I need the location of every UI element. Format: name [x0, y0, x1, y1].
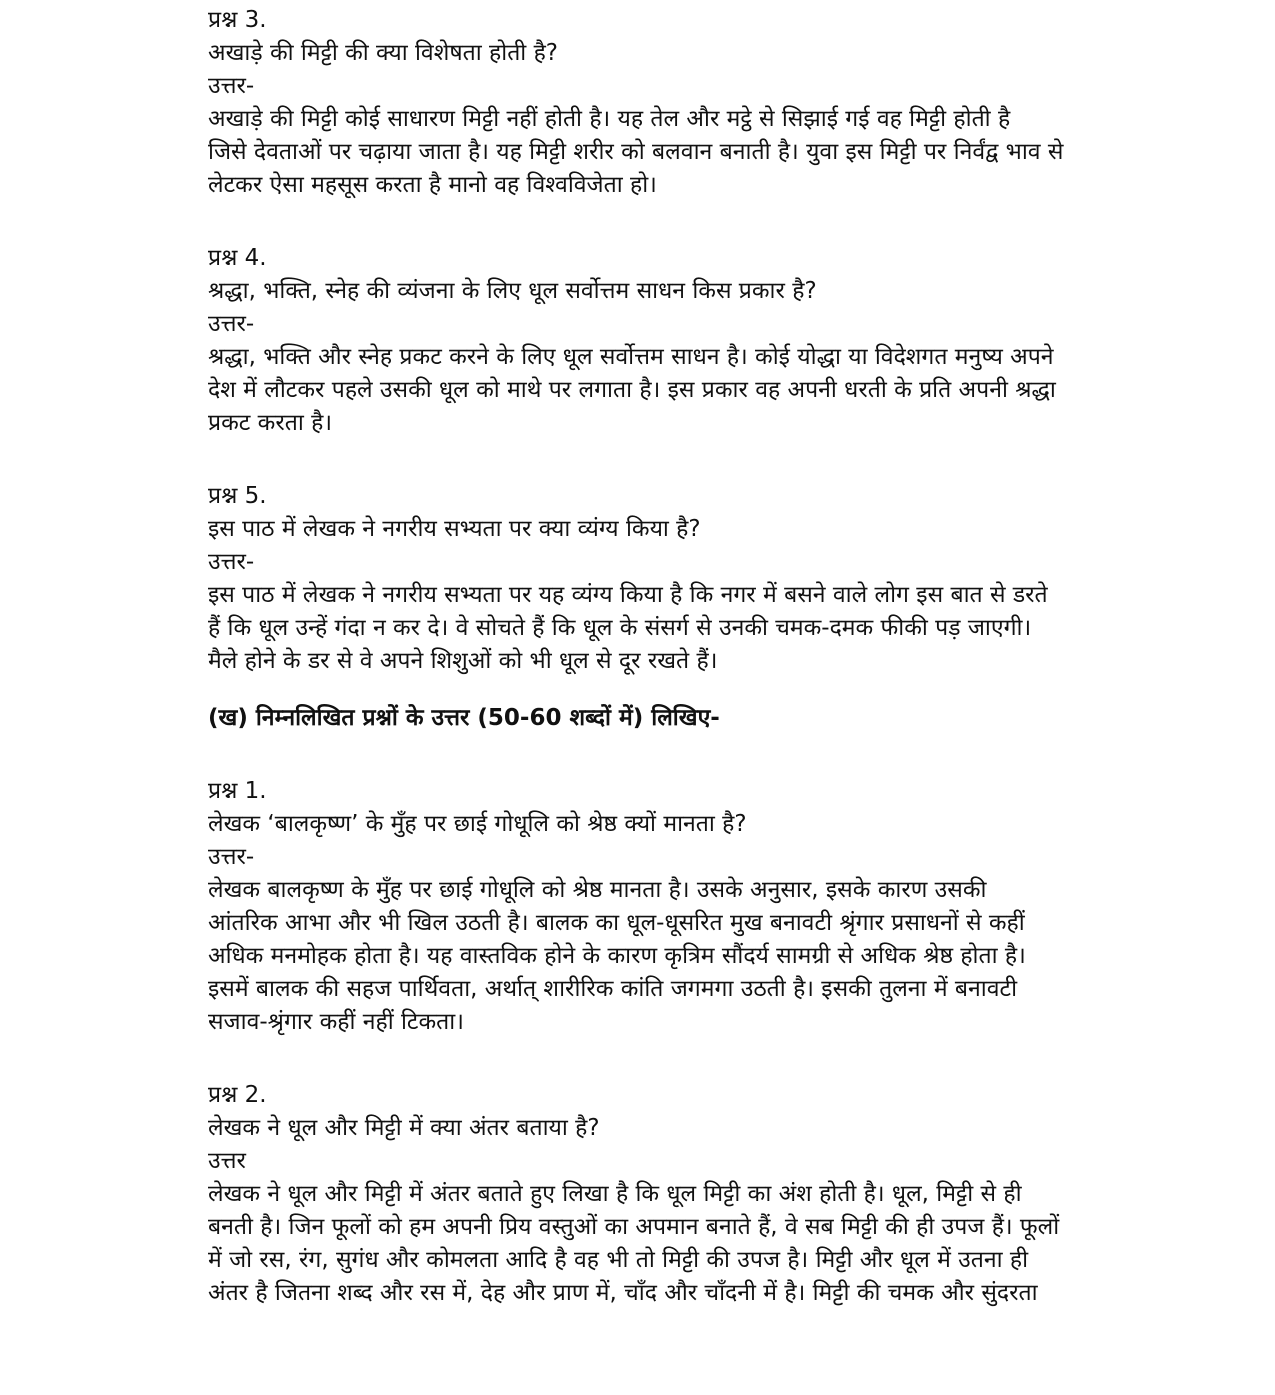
answer-line: प्रकट करता है। — [208, 410, 333, 436]
answer-text — [208, 103, 1198, 202]
answer-line: आंतरिक आभा और भी खिल उठती है। बालक का धूल-धूसरित मुख बनावटी श्रृंगार प्रसाधनों से कहीं — [208, 910, 1025, 936]
answer-line: अधिक मनमोहक होता है। यह वास्तविक होने के कारण कृत्रिम सौंदर्य सामग्री से अधिक श्रेष्ठ होता है। — [208, 943, 1026, 969]
question-number: प्रश्न 2. — [208, 1082, 267, 1108]
spacer — [208, 440, 1198, 480]
spacer — [208, 678, 1198, 702]
question-text: श्रद्धा, भक्ति, स्नेह की व्यंजना के लिए धूल सर्वोत्तम साधन किस प्रकार है? — [208, 278, 817, 304]
answer-line: लेखक बालकृष्ण के मुँह पर छाई गोधूलि को श्रेष्ठ मानता है। उसके अनुसार, इसके कारण उसकी — [208, 877, 987, 903]
question-text: लेखक ने धूल और मिट्टी में क्या अंतर बताया है? — [208, 1115, 600, 1141]
answer-line: अखाड़े की मिट्टी कोई साधारण मिट्टी नहीं होती है। यह तेल और मट्ठे से सिझाई गई वह मिट्टी होती है — [208, 106, 1011, 132]
answer-line: मैले होने के डर से वे अपने शिशुओं को भी धूल से दूर रखते हैं। — [208, 648, 718, 674]
answer-line: में जो रस, रंग, सुगंध और कोमलता आदि है वह भी तो मिट्टी की उपज है। मिट्टी और धूल में उतना ही — [208, 1247, 1029, 1273]
qa-block-q3 — [208, 4, 1198, 202]
answer-line: श्रद्धा, भक्ति और स्नेह प्रकट करने के लिए धूल सर्वोत्तम साधन है। कोई योद्धा या विदेशगत मनुष्य अपने — [208, 344, 1054, 370]
answer-line: सजाव-श्रृंगार कहीं नहीं टिकता। — [208, 1009, 464, 1035]
question-number: प्रश्न 5. — [208, 483, 267, 509]
qa-block-part2-q1 — [208, 775, 1198, 1039]
question-text: इस पाठ में लेखक ने नगरीय सभ्यता पर क्या व्यंग्य किया है? — [208, 516, 701, 542]
answer-line: लेटकर ऐसा महसूस करता है मानो वह विश्वविजेता हो। — [208, 172, 657, 198]
answer-label: उत्तर- — [208, 844, 255, 870]
qa-block-q4 — [208, 242, 1198, 440]
question-text: अखाड़े की मिट्टी की क्या विशेषता होती है? — [208, 40, 558, 66]
qa-block-part2-q2 — [208, 1079, 1198, 1310]
answer-label: उत्तर- — [208, 549, 255, 575]
answer-line: इसमें बालक की सहज पार्थिवता, अर्थात् शारीरिक कांति जगमगा उठती है। इसकी तुलना में बनावटी — [208, 976, 1018, 1002]
answer-line: देश में लौटकर पहले उसकी धूल को माथे पर लगाता है। इस प्रकार वह अपनी धरती के प्रति अपनी श्रद्धा — [208, 377, 1056, 403]
question-number: प्रश्न 4. — [208, 245, 267, 271]
answer-label: उत्तर — [208, 1148, 246, 1174]
question-number: प्रश्न 1. — [208, 778, 267, 804]
answer-line: लेखक ने धूल और मिट्टी में अंतर बताते हुए लिखा है कि धूल मिट्टी का अंश होती है। धूल, मिट्टी से ही — [208, 1181, 1022, 1207]
qa-block-q5 — [208, 480, 1198, 678]
answer-line: इस पाठ में लेखक ने नगरीय सभ्यता पर यह व्यंग्य किया है कि नगर में बसने वाले लोग इस बात से डरते — [208, 582, 1048, 608]
answer-line: जिसे देवताओं पर चढ़ाया जाता है। यह मिट्टी शरीर को बलवान बनाती है। युवा इस मिट्टी पर निर्वंद्व भाव से — [208, 139, 1064, 165]
answer-text — [208, 341, 1198, 440]
answer-label: उत्तर- — [208, 311, 255, 337]
answer-line: अंतर है जितना शब्द और रस में, देह और प्राण में, चाँद और चाँदनी में है। मिट्टी की चमक और सुंदरता — [208, 1280, 1038, 1306]
answer-label: उत्तर- — [208, 73, 255, 99]
answer-line: बनती है। जिन फूलों को हम अपनी प्रिय वस्तुओं का अपमान बनाते हैं, वे सब मिट्टी की ही उपज हैं। फूलों — [208, 1214, 1060, 1240]
question-text: लेखक ‘बालकृष्ण’ के मुँह पर छाई गोधूलि को श्रेष्ठ क्यों मानता है? — [208, 811, 747, 837]
answer-text — [208, 579, 1198, 678]
answer-text — [208, 874, 1198, 1039]
spacer — [208, 735, 1198, 775]
section-heading: (ख) निम्नलिखित प्रश्नों के उत्तर (50-60 शब्दों में) लिखिए- — [208, 705, 720, 731]
answer-text — [208, 1178, 1198, 1310]
question-number: प्रश्न 3. — [208, 7, 267, 33]
answer-line: हैं कि धूल उन्हें गंदा न कर दे। वे सोचते हैं कि धूल के संसर्ग से उनकी चमक-दमक फीकी पड़ जाएगी। — [208, 615, 1032, 641]
document-page — [208, 4, 1198, 1310]
spacer — [208, 202, 1198, 242]
spacer — [208, 1039, 1198, 1079]
